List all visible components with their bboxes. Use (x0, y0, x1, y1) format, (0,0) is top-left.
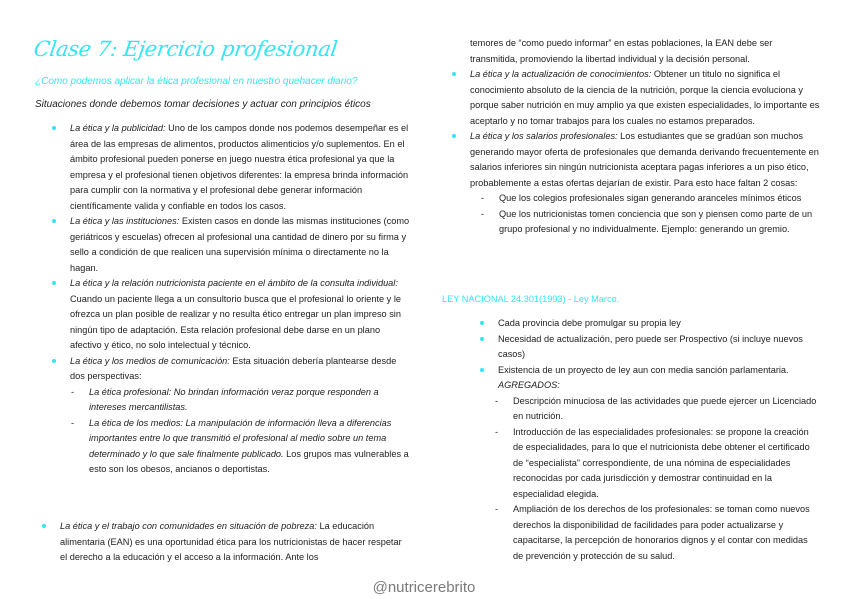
dash-icon: - (481, 193, 485, 203)
item-text: Necesidad de actualización, pero puede ser Prospectivo (si incluye nuevos casos) (498, 333, 803, 359)
list-item (452, 129, 824, 238)
item-body: Existen casos en donde las mismas instituciones (como geriátricos y escuelas) ofrecen al profesional una cantidad de dinero por su firma y sello a condición de que realicen una supervisión mínima o directamente no la hagan. (70, 216, 410, 273)
item-body: Esta situación debería plantearse desde dos perspectivas: (70, 355, 397, 381)
item-heading: La ética y los salarios profesionales: (470, 131, 618, 141)
ethics-bullet-list-right (452, 67, 824, 238)
law-list (480, 316, 820, 564)
list-item (42, 519, 410, 566)
sub-item-text: Ampliación de los derechos de los profesionales: se toman como nuevos derechos la disponibilidad de facilidades para poder actualizarse y capacitarse, la percepción de honorarios dignos y el contar con medidas de prevención y protección de su salud. (513, 504, 810, 561)
guiding-question: ¿Como podemos aplicar la ética profesional en nuestro quehacer diario? (35, 76, 358, 87)
sub-list-item (480, 191, 824, 207)
sub-item-text: Que los nutricionistas tomen conciencia que son y piensen como parte de un grupo profesional y no individualmente. Ejemplo: generando un gremio. (499, 208, 813, 234)
bullet-dot-icon (52, 359, 56, 363)
sub-item-text-plain: Los grupos mas vulnerables a esto son los obesos, ancianos o deportistas. (89, 448, 409, 474)
page-title: Clase 7: Ejercicio profesional (32, 37, 339, 61)
sub-list (70, 385, 410, 478)
sub-list-item (70, 416, 410, 478)
sub-list-item (480, 207, 824, 238)
sub-item-text: Que los colegios profesionales sigan generando aranceles mínimos éticos (499, 193, 802, 203)
sub-list-item (494, 425, 820, 503)
sub-list (494, 394, 820, 565)
continued-paragraph: temores de “como puedo informar” en estas poblaciones, la EAN debe ser transmitida, promoviendo la libertad individual y la decisión personal. (470, 38, 773, 64)
list-item (480, 363, 820, 565)
list-item (52, 276, 410, 354)
list-item (480, 316, 820, 332)
item-heading: La ética y la actualización de conocimientos: (470, 69, 652, 79)
dash-icon: - (71, 386, 75, 397)
bullet-dot-icon (52, 281, 56, 285)
item-italic-suffix: AGREGADOS: (498, 380, 560, 390)
bullet-dot-icon (480, 321, 484, 325)
ethics-bullet-list-left-bottom (42, 519, 410, 566)
dash-icon: - (495, 395, 499, 406)
sub-item-text: La ética profesional: No brindan información veraz porque responden a intereses mercantilistas. (89, 386, 379, 412)
sub-item-text: Descripción minuciosa de las actividades que puede ejercer un Licenciado en nutrición. (513, 395, 817, 421)
sub-list (470, 191, 824, 238)
item-text: Existencia de un proyecto de ley aun con media sanción parlamentaria. (498, 364, 789, 375)
item-body: Los estudiantes que se gradúan son muchos generando mayor oferta de profesionales que demanda derivando frecuentemente en salarios inferiores sin ningún nutricionista aceptara pagas inferiores a un piso ético, probablemente a estas ofertas dejarían de existir. Para esto hace faltan 2 cosas: (470, 131, 819, 188)
list-item (52, 354, 410, 478)
list-item (52, 214, 410, 276)
list-item (480, 332, 820, 363)
dash-icon: - (71, 417, 75, 428)
watermark: @nutricerebrito (372, 579, 476, 596)
list-item (452, 67, 824, 129)
bullet-dot-icon (480, 337, 484, 341)
item-heading: La ética y el trabajo con comunidades en situación de pobreza: (60, 521, 317, 531)
sub-list-item (70, 385, 410, 416)
list-item (52, 121, 410, 214)
sub-list-item (494, 502, 820, 564)
bullet-dot-icon (42, 524, 46, 528)
item-text: Cada provincia debe promulgar su propia ley (498, 318, 681, 328)
ethics-bullet-list-left (52, 121, 410, 478)
item-heading: La ética y las instituciones: (70, 216, 180, 226)
bullet-dot-icon (52, 126, 56, 130)
item-body: Uno de los campos donde nos podemos desempeñar es el área de las empresas de alimentos, productos alimenticios y/o suplementos. En el ámbito profesional pueden ponerse en juego nuestra ética profesional ya que la empresa y el profesional tienen objetivos diferentes: la empresa brinda información para cumplir con la normativa y el profesional debe generar información científicamente valida y confiable en todos los casos. (70, 123, 409, 211)
item-body: Cuando un paciente llega a un consultorio busca que el profesional lo oriente y le ofrezca un plan posible de realizar y no resulta ético entregar un plan impreso sin ningún tipo de adaptación. Esta relación profesional debe darse en un plano afectivo y ético, no solo intelectual y técnico. (70, 293, 401, 350)
dash-icon: - (481, 208, 485, 219)
sub-list-item (494, 394, 820, 425)
bullet-dot-icon (452, 72, 456, 76)
bullet-dot-icon (480, 368, 484, 372)
item-heading: La ética y la publicidad: (70, 123, 166, 133)
dash-icon: - (495, 504, 499, 514)
bullet-dot-icon (52, 219, 56, 223)
item-heading: La ética y los medios de comunicación: (70, 355, 230, 366)
item-heading: La ética y la relación nutricionista paciente en el ámbito de la consulta individual: (70, 278, 398, 288)
bullet-dot-icon (452, 134, 456, 138)
sub-item-text: La ética de los medios: La manipulación de información lleva a diferencias importantes entre lo que transmitió el profesional al medio sobre un tema determinado y lo que sale finalmente publicado. (89, 417, 392, 459)
sub-item-text: Introducción de las especialidades profesionales: se propone la creación de especialidades, para lo que el nutricionista debe obtener el certificado de “especialista” correspondiente, de una nómina de especialidades reconocidas por cada jurisdicción y demostrar continuidad en la especialidad elegida. (513, 426, 810, 499)
law-section-title: LEY NACIONAL 24.301(1993) - Ley Marco. (442, 294, 620, 304)
item-body: La educación alimentaria (EAN) es una oportunidad ética para los nutricionistas de hacer respetar el derecho a la educación y el acceso a la información. Ante los (60, 521, 402, 562)
dash-icon: - (495, 426, 499, 437)
section-subtitle: Situaciones donde debemos tomar decisiones y actuar con principios éticos (35, 99, 371, 110)
item-body: Obtener un titulo no significa el conocimiento absoluto de la ciencia de la nutrición, porque la ciencia evoluciona y porque saber nutrición en muy amplio ya que existen especialidades, lo importante es aceptarlo y no tomar trabajos para los cuales no estamos preparados. (470, 69, 820, 126)
